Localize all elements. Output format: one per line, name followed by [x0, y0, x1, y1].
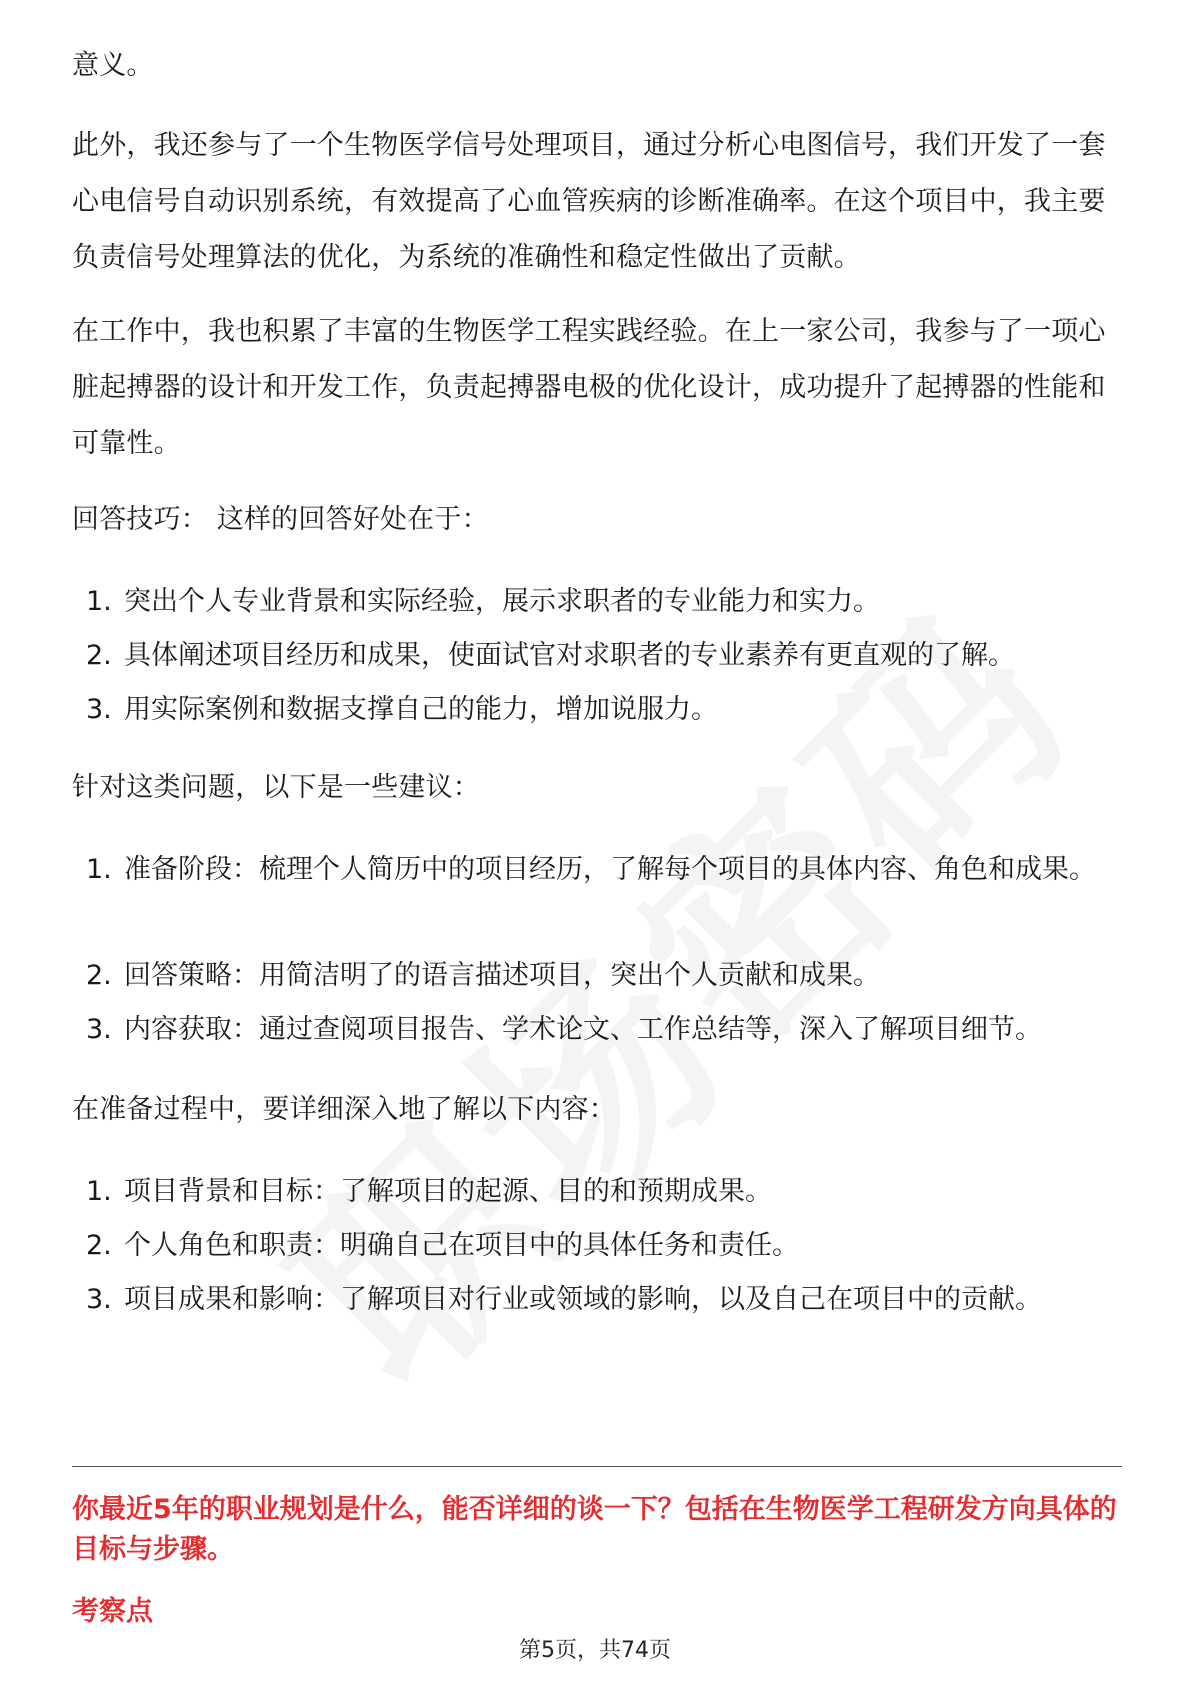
- section-title: 考察点: [72, 1596, 153, 1627]
- list-text: 项目背景和目标：了解项目的起源、目的和预期成果。: [124, 1176, 772, 1207]
- list-text: 具体阐述项目经历和成果，使面试官对求职者的专业素养有更直观的了解。: [124, 640, 1015, 671]
- section-divider: [72, 1466, 1122, 1467]
- list-number: 2.: [86, 960, 112, 991]
- list-text: 准备阶段：梳理个人简历中的项目经历，了解每个项目的具体内容、角色和成果。: [124, 854, 1096, 885]
- page-footer: 第5页，共74页: [519, 1638, 671, 1663]
- paragraph-suggestions: 针对这类问题，以下是一些建议：: [72, 772, 480, 803]
- list-text: 用实际案例和数据支撑自己的能力，增加说服力。: [124, 694, 718, 725]
- list-number: 3.: [86, 694, 112, 725]
- list-text: 项目成果和影响：了解项目对行业或领域的影响，以及自己在项目中的贡献。: [124, 1284, 1042, 1315]
- list-number: 3.: [86, 1014, 112, 1045]
- paragraph-preparation: 在准备过程中，要详细深入地了解以下内容：: [72, 1094, 616, 1125]
- list-text: 内容获取：通过查阅项目报告、学术论文、工作总结等，深入了解项目细节。: [124, 1014, 1042, 1045]
- list-number: 3.: [86, 1284, 112, 1315]
- list-number: 1.: [86, 1176, 112, 1207]
- list-number: 1.: [86, 586, 112, 617]
- paragraph-signal-project: 此外，我还参与了一个生物医学信号处理项目，通过分析心电图信号，我们开发了一套心电信号自动识别系统，有效提高了心血管疾病的诊断准确率。在这个项目中，我主要负责信号处理算法的优化，为系统的准确性和稳定性做出了贡献。: [72, 130, 1106, 273]
- paragraph-fragment: 意义。: [72, 50, 154, 81]
- paragraph-answer-tips: 回答技巧： 这样的回答好处在于：: [72, 504, 489, 535]
- list-number: 2.: [86, 640, 112, 671]
- list-text: 回答策略：用简洁明了的语言描述项目，突出个人贡献和成果。: [124, 960, 880, 991]
- interview-question: 你最近5年的职业规划是什么，能否详细的谈一下？包括在生物医学工程研发方向具体的目标与步骤。: [72, 1494, 1117, 1565]
- paragraph-work-experience: 在工作中，我也积累了丰富的生物医学工程实践经验。在上一家公司，我参与了一项心脏起搏器的设计和开发工作，负责起搏器电极的优化设计，成功提升了起搏器的性能和可靠性。: [72, 316, 1106, 459]
- list-text: 个人角色和职责：明确自己在项目中的具体任务和责任。: [124, 1230, 799, 1261]
- list-text: 突出个人专业背景和实际经验，展示求职者的专业能力和实力。: [124, 586, 880, 617]
- list-number: 2.: [86, 1230, 112, 1261]
- list-number: 1.: [86, 854, 112, 885]
